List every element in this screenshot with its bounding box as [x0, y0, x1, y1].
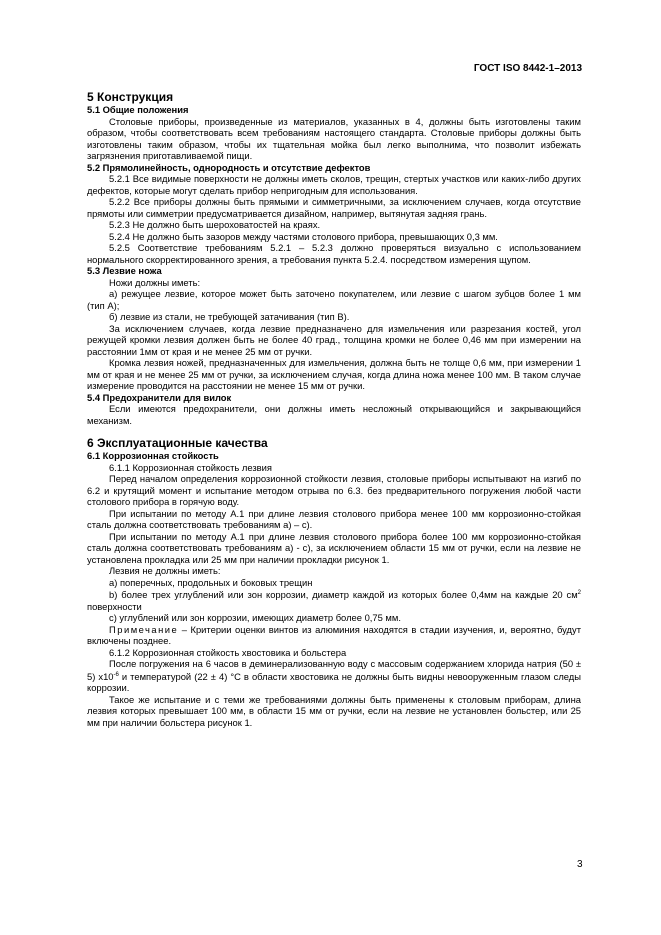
section-5-3-title: 5.3 Лезвие ножа — [87, 265, 162, 276]
section-6-1-1-item-a: а) поперечных, продольных и боковых трещин — [109, 576, 313, 588]
section-6-1-2-para-2: Такое же испытание и с теми же требованиями должны быть применены к столовым приборам, длина лезвия которых превышает 100 мм, в области 15 мм от ручки, если на лезвие не установлен больстер, или 25 мм при наличии больстера рисунок 1. — [87, 693, 581, 728]
section-5-3-para-2: Кромка лезвия ножей, предназначенных для измельчения, должна быть не толще 0,6 мм, при измерении 1 мм от края и не менее 25 мм от ручки, за исключением случая, когда длина ножа менее 100 мм. В таком случае измерение проводится на расстоянии не менее 15 мм от ручки. — [87, 357, 581, 391]
section-5-title: 5 Конструкция — [87, 90, 174, 104]
note-label: Примечание — [109, 623, 179, 635]
section-6-1-1-para-3: При испытании по методу А.1 при длине лезвия столового прибора более 100 мм коррозионно-стойкая сталь должна соответствовать требованиям а) - с), за исключением области 15 мм от ручки, если на лезвие не установлена прокладка или 25 мм при наличии прокладки рисунок 1. — [87, 530, 581, 565]
document-header: ГОСТ ISO 8442-1–2013 — [473, 63, 582, 74]
section-6-1-1-para-4: Лезвия не должны иметь: — [109, 565, 221, 576]
section-gap — [87, 426, 581, 436]
section-6-1-2-para-1 — [87, 658, 581, 694]
section-5-3-item-a: а) режущее лезвие, которое может быть заточено покупателем, или лезвие с шагом зубцов более 1 мм (тип А); — [87, 288, 581, 311]
section-5-2-5: 5.2.5 Соответствие требованиям 5.2.1 – 5.2.3 должно проверяться визуально с использованием нормального скорректированного зрения, а требования пункта 5.2.4. посредством измерения щупом. — [87, 242, 581, 265]
note-text: – Критерии оценки винтов из алюминия находятся в стадии изучения, и, вероятно, будут включены позднее. — [87, 623, 581, 647]
page-number: 3 — [577, 859, 583, 870]
section-6-1-1-item-b — [87, 588, 581, 612]
section-5-2-4: 5.2.4 Не должно быть зазоров между частями столового прибора, превышающих 0,3 мм. — [109, 230, 498, 242]
section-5-2-2: 5.2.2 Все приборы должны быть прямыми и симметричными, за исключением случаев, когда отсутствие прямоты или симметрии предусматривается дизайном, например, вытянутая задняя грань. — [87, 196, 581, 219]
section-6-1-title: 6.1 Коррозионная стойкость — [87, 450, 219, 461]
section-6-1-2-title: 6.1.2 Коррозионная стойкость хвостовика и больстера — [109, 646, 347, 658]
section-6-title: 6 Эксплуатационные качества — [87, 436, 268, 450]
para-tail: и температурой (22 ± 4) °С в области хвостовика не должны быть видны невооруженным глазом следы коррозии. — [87, 670, 581, 694]
section-5-4-text: Если имеются предохранители, они должны иметь несложный открывающийся и закрывающийся механизм. — [87, 403, 581, 426]
document-body — [87, 90, 581, 728]
section-5-1-title: 5.1 Общие положения — [87, 104, 189, 115]
section-5-3-para-1: За исключением случаев, когда лезвие предназначено для измельчения или разрезания костей, угол режущей кромки лезвия должен быть не более 40 град., толщина кромки не более 0,46 мм при измерении на расстоянии 1мм от края и не менее 25 мм от ручки. — [87, 322, 581, 357]
section-6-1-1-title: 6.1.1 Коррозионная стойкость лезвия — [109, 461, 272, 473]
section-6-1-1-para-2: При испытании по методу А.1 при длине лезвия столового прибора менее 100 мм коррозионно-стойкая сталь должна соответствовать требованиям а) – с). — [87, 507, 581, 530]
para-text: После погружения на 6 часов в деминерализованную воду с массовым содержанием хлорида натрия (50 ± 5) х10 — [87, 658, 581, 682]
section-5-3-item-b: б) лезвие из стали, не требующей затачивания (тип В). — [109, 311, 350, 322]
para-superscript: -6 — [113, 671, 119, 678]
section-5-2-1: 5.2.1 Все видимые поверхности не должны иметь сколов, трещин, стертых участков или каких-либо других дефектов, которые могут сделать прибор непригодным для использования. — [87, 173, 581, 196]
item-b-tail: поверхности — [87, 600, 142, 612]
item-b-superscript: 2 — [577, 590, 581, 596]
section-5-1-text: Столовые приборы, произведенные из материалов, указанных в 4, должны быть изготовлены таким образом, чтобы соответствовать всем требованиям настоящего стандарта. Столовые приборы должны быть изготовлены таким образом, чтобы их тщательная мойка был легко выполнима, что позволит избежать загрязнения приготавливаемой пищи. — [87, 115, 581, 161]
section-5-4-title: 5.4 Предохранители для вилок — [87, 391, 232, 403]
section-6-1-1-para-1: Перед началом определения коррозионной стойкости лезвия, столовые приборы испытывают на изгиб по 6.2 и крутящий момент и испытание методом отрыва по 6.3. без предварительного погружения любой части столового прибора в горячую воду. — [87, 473, 581, 507]
section-6-1-1-item-c: с) углублений или зон коррозии, имеющих диаметр более 0,75 мм. — [109, 612, 401, 624]
item-b-text: b) более трех углублений или зон коррозии, диаметр каждой из которых более 0,4мм на каждые 20 см — [109, 589, 578, 601]
section-5-3-intro: Ножи должны иметь: — [109, 276, 201, 288]
section-5-2-3: 5.2.3 Не должно быть шероховатостей на краях. — [109, 219, 321, 230]
section-5-2-title: 5.2 Прямолинейность, однородность и отсутствие дефектов — [87, 161, 371, 173]
section-6-1-1-note — [87, 624, 581, 647]
